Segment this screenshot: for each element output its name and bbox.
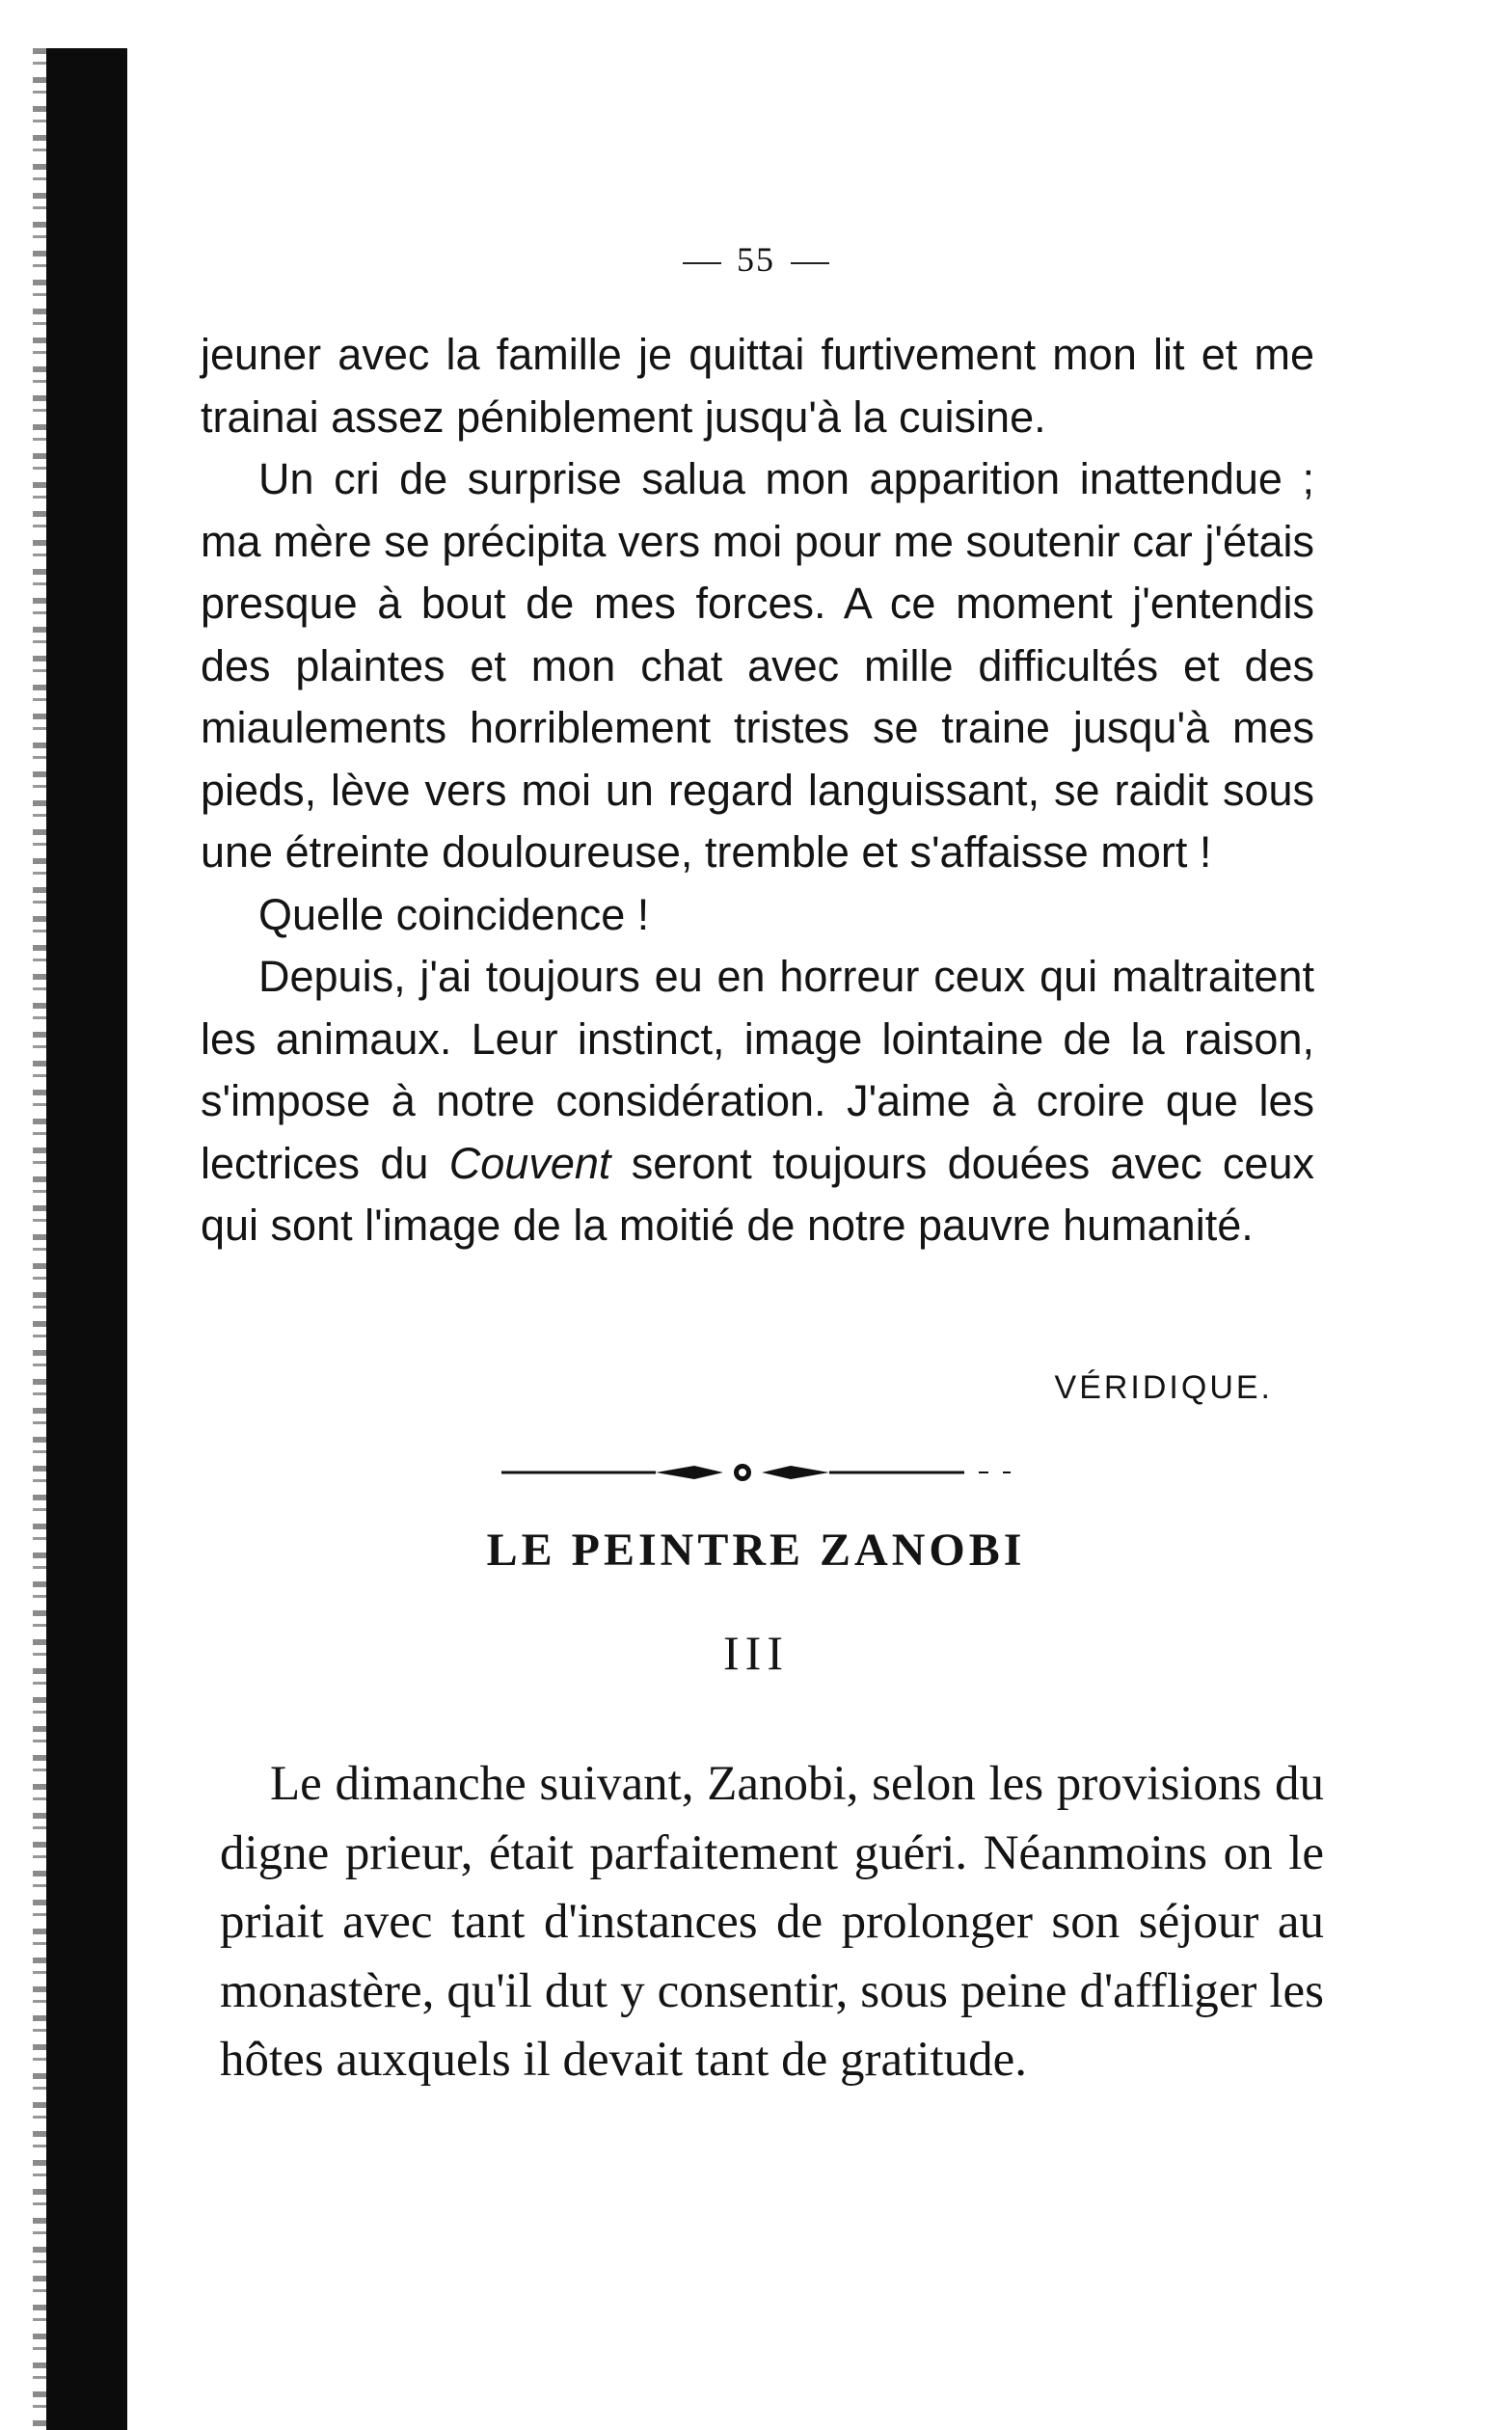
paragraph-1: jeuner avec la famille je quittai furtivement mon lit et me trainai assez péniblement jusqu'à la cuisine.: [201, 330, 1314, 442]
periodical-title: Couvent: [448, 1138, 611, 1188]
article-text: [201, 324, 1314, 1257]
page-binding-edge: [46, 48, 127, 2430]
paragraph-3: Quelle coincidence !: [258, 889, 650, 939]
chapter-number: III: [723, 1626, 789, 1680]
dash-right: [791, 262, 829, 264]
author-signature: VÉRIDIQUE.: [1054, 1369, 1273, 1406]
chapter-text: [220, 1750, 1324, 2095]
section-divider-ornament: [501, 1458, 1022, 1487]
dash-left: [683, 262, 721, 264]
paragraph-4: [201, 946, 1314, 1257]
paragraph-4-start: Depuis, j'ai toujours eu en horreur ceux qui maltraitent les animaux. Leur instinct, image lointaine de la raison, s'impose à notre considération. J'aime à croire que les lectrices du: [201, 952, 1314, 1188]
chapter-paragraph: Le dimanche suivant, Zanobi, selon les provisions du digne prieur, était parfaitement guéri. Néanmoins on le priait avec tant d'instances de prolonger son séjour au monastère, qu'il dut y consentir, sous peine d'affliger les hôtes auxquels il devait tant de gratitude.: [220, 1757, 1324, 2087]
page-number-value: 55: [737, 240, 775, 279]
paragraph-4-end: seront toujours douées avec ceux qui sont l'image de la moitié de notre pauvre humanité.: [201, 1138, 1314, 1250]
chapter-title: LE PEINTRE ZANOBI: [486, 1525, 1026, 1576]
paragraph-2: Un cri de surprise salua mon apparition inattendue ; ma mère se précipita vers moi pour me soutenir car j'étais presque à bout de mes forces. A ce moment j'entendis des plaintes et mon chat avec mille difficultés et des miaulements horriblement tristes se traine jusqu'à mes pieds, lève vers moi un regard languissant, se raidit sous une étreinte douloureuse, tremble et s'affaisse mort !: [201, 454, 1314, 877]
page-number: [0, 239, 1512, 280]
